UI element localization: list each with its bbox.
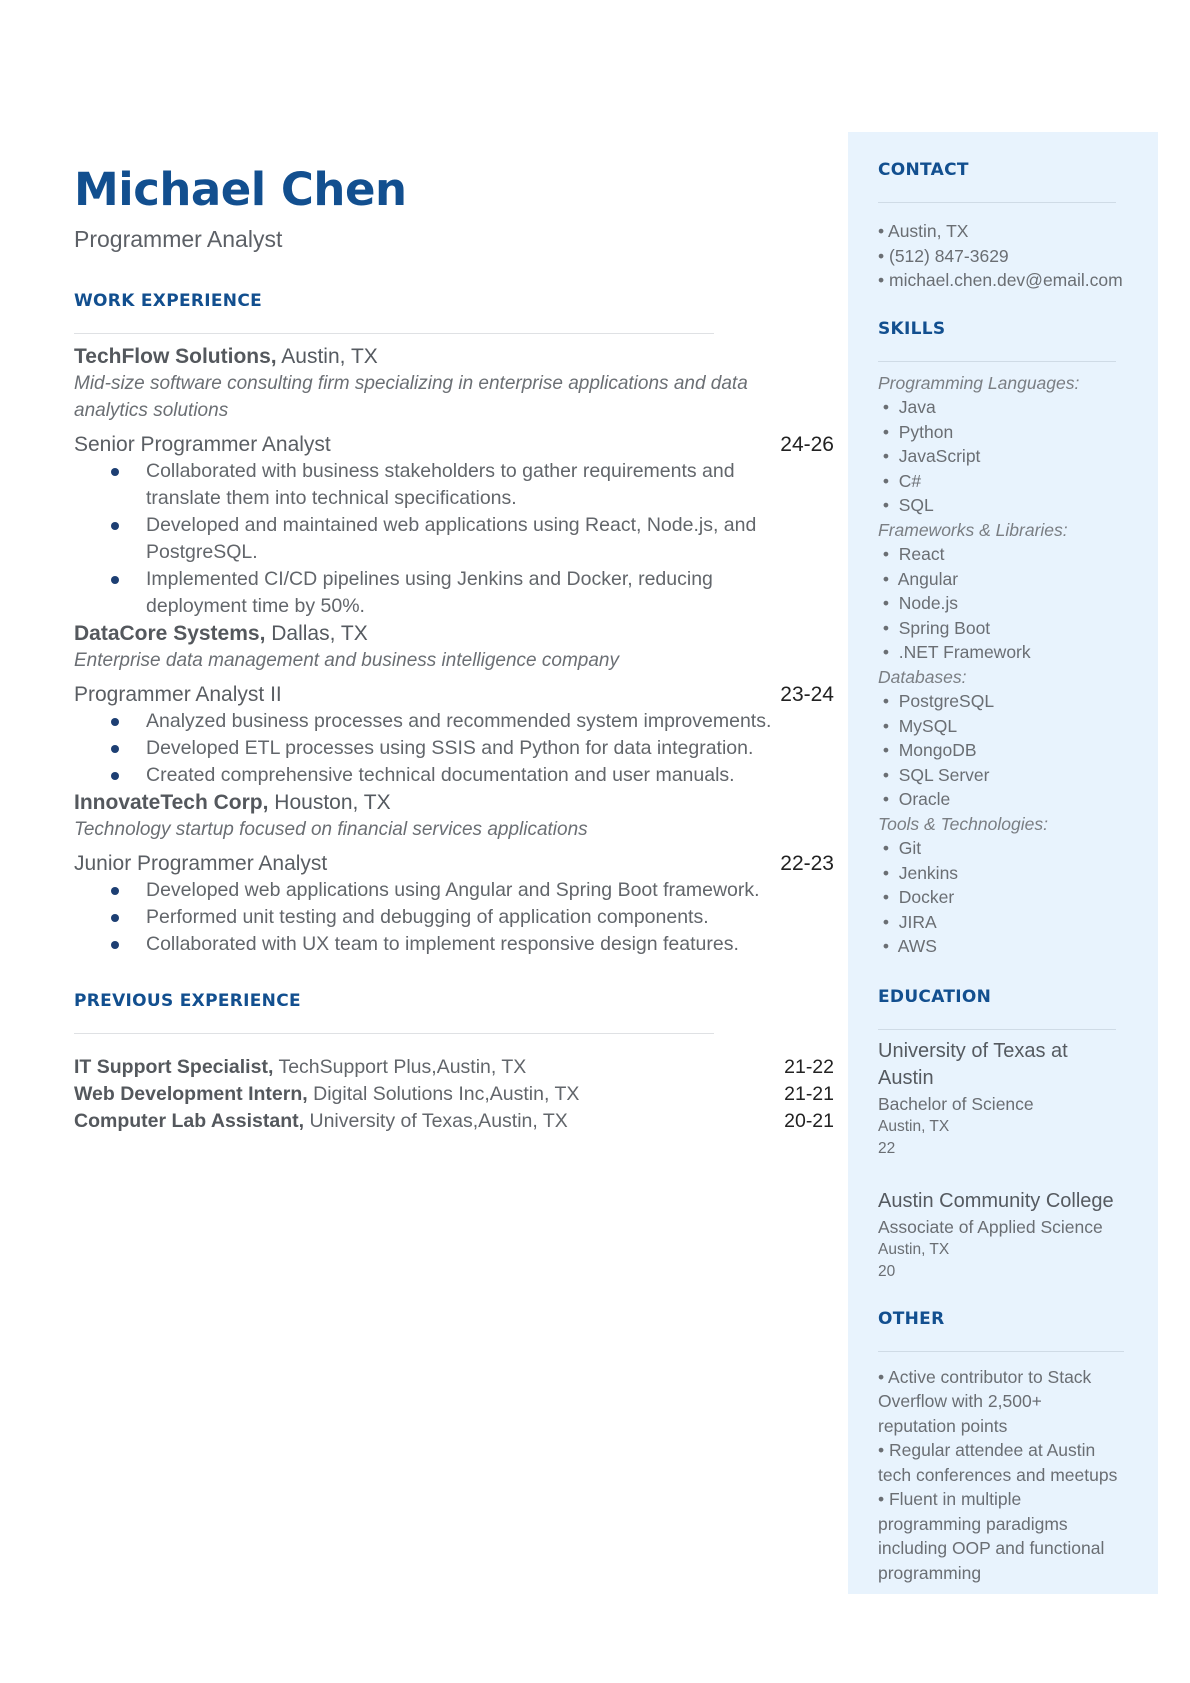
other-line: • Active contributor to Stack [878, 1366, 1092, 1387]
skill-item: • SQL [878, 495, 934, 515]
skill-item: • Jenkins [878, 862, 959, 883]
contact-heading: CONTACT [878, 160, 969, 180]
school-location: Austin, TX [878, 1240, 950, 1258]
previous-dates: 20-21 [784, 1110, 834, 1132]
bullet-dot [111, 914, 119, 922]
contact-location: • Austin, TX [878, 221, 969, 241]
skill-item: • JavaScript [878, 446, 981, 466]
previous-list [74, 1054, 834, 1135]
contact-list [878, 219, 1148, 293]
skill-item: • C# [878, 470, 922, 491]
skill-category: Tools & Technologies: [878, 813, 1048, 834]
bullet-item: Created comprehensive technical documentation and user manuals. [74, 762, 834, 789]
skill-category: Databases: [878, 666, 967, 687]
degree: Bachelor of Science [878, 1093, 1034, 1114]
contact-phone: • (512) 847-3629 [878, 245, 1009, 266]
skill-item: • Python [878, 421, 954, 442]
bullet-item: Collaborated with UX team to implement responsive design features. [74, 931, 834, 958]
role-row [74, 850, 834, 877]
bullet-item: Developed ETL processes using SSIS and Python for data integration. [74, 735, 834, 762]
section-divider [878, 361, 1116, 362]
skill-item: • AWS [878, 936, 937, 956]
skill-item: • Node.js [878, 593, 959, 613]
candidate-name: Michael Chen [74, 163, 407, 216]
education-entry [878, 1188, 1148, 1283]
role-row [74, 431, 834, 458]
previous-item: Web Development Intern, Digital Solutions Inc,Austin, TX 21-21 [74, 1081, 834, 1108]
company-name: InnovateTech Corp, [74, 791, 269, 814]
other-line: programming [878, 1562, 982, 1583]
skills-heading: SKILLS [878, 318, 946, 339]
company-name: DataCore Systems, [74, 622, 266, 645]
candidate-title: Programmer Analyst [74, 226, 283, 252]
other-list [878, 1365, 1148, 1586]
job-entry [74, 620, 834, 789]
company-description: Enterprise data management and business intelligence company [74, 650, 619, 671]
role-title: Senior Programmer Analyst [74, 433, 331, 456]
section-divider [74, 1033, 714, 1034]
job-entry [74, 789, 834, 958]
main-column [74, 150, 834, 1135]
skill-item: • PostgreSQL [878, 691, 995, 711]
school-name-cont: Austin [878, 1066, 934, 1089]
bullet-item: Developed and maintained web applications using React, Node.js, and PostgreSQL. [74, 512, 834, 566]
previous-item: IT Support Specialist, TechSupport Plus,Austin, TX 21-22 [74, 1054, 834, 1081]
skill-item: • Spring Boot [878, 617, 991, 638]
section-divider [74, 333, 714, 334]
skill-item: • React [878, 544, 945, 564]
company-location: Dallas, TX [265, 622, 368, 645]
role-dates: 24-26 [780, 433, 834, 456]
bullet-dot [111, 522, 119, 530]
role-title: Programmer Analyst II [74, 683, 282, 706]
role-dates: 22-23 [780, 852, 834, 875]
role-row [74, 681, 834, 708]
education-entry [878, 1038, 1148, 1160]
bullet-item: Developed web applications using Angular and Spring Boot framework. [74, 877, 834, 904]
other-line: reputation points [878, 1415, 1008, 1436]
skill-item: • .NET Framework [878, 642, 1031, 662]
school-name: Austin Community College [878, 1189, 1114, 1212]
skill-item: • MySQL [878, 715, 958, 736]
bullet-dot [111, 468, 119, 476]
skill-item: • Oracle [878, 789, 951, 809]
other-heading: OTHER [878, 1308, 945, 1329]
company-line [74, 789, 834, 816]
bullet-dot [111, 745, 119, 753]
section-divider [878, 1029, 1116, 1030]
company-description: Technology startup focused on financial services applications [74, 819, 588, 840]
previous-item: Computer Lab Assistant, University of Texas,Austin, TX 20-21 [74, 1108, 834, 1135]
previous-experience-heading: PREVIOUS EXPERIENCE [74, 991, 301, 1011]
skill-item: • MongoDB [878, 740, 977, 760]
skill-category: Programming Languages: [878, 372, 1080, 393]
other-line: programming paradigms [878, 1513, 1068, 1534]
bullet-dot [111, 576, 119, 584]
bullet-list [74, 877, 834, 958]
company-location: Austin, TX [276, 345, 378, 368]
bullet-item: Collaborated with business stakeholders to gather requirements and translate them into technical specifications. [74, 458, 834, 512]
previous-dates: 21-21 [784, 1083, 834, 1105]
company-location: Houston, TX [268, 791, 391, 814]
other-line: • Fluent in multiple [878, 1489, 1022, 1509]
graduation-year: 22 [878, 1139, 896, 1157]
skill-item: • SQL Server [878, 764, 990, 785]
sidebar [848, 132, 1158, 1594]
other-line: tech conferences and meetups [878, 1464, 1118, 1485]
skill-category: Frameworks & Libraries: [878, 519, 1068, 540]
section-divider [878, 1351, 1124, 1352]
skill-item: • JIRA [878, 911, 937, 932]
skill-item: • Docker [878, 887, 955, 907]
company-line [74, 343, 834, 370]
degree: Associate of Applied Science [878, 1216, 1103, 1237]
job-entry [74, 343, 834, 620]
bullet-dot [111, 887, 119, 895]
role-dates: 23-24 [780, 683, 834, 706]
skills-list [878, 371, 1148, 959]
bullet-item: Performed unit testing and debugging of application components. [74, 904, 834, 931]
bullet-list [74, 458, 834, 620]
school-name: University of Texas at [878, 1039, 1068, 1062]
school-location: Austin, TX [878, 1117, 950, 1135]
sidebar-content [878, 132, 1148, 1585]
bullet-item: Analyzed business processes and recommended system improvements. [74, 708, 834, 735]
bullet-dot [111, 718, 119, 726]
skill-item: • Java [878, 397, 936, 417]
contact-email: • michael.chen.dev@email.com [878, 270, 1123, 290]
bullet-dot [111, 772, 119, 780]
other-line: Overflow with 2,500+ [878, 1391, 1042, 1411]
other-line: • Regular attendee at Austin [878, 1440, 1096, 1460]
skill-item: • Git [878, 838, 922, 858]
education-heading: EDUCATION [878, 986, 992, 1007]
skill-item: • Angular [878, 568, 959, 589]
previous-dates: 21-22 [784, 1056, 834, 1078]
work-experience-heading: WORK EXPERIENCE [74, 291, 263, 311]
company-name: TechFlow Solutions, [74, 345, 277, 368]
other-line: including OOP and functional [878, 1538, 1105, 1558]
company-line [74, 620, 834, 647]
section-divider [878, 202, 1116, 203]
bullet-item: Implemented CI/CD pipelines using Jenkins and Docker, reducing deployment time by 50%. [74, 566, 834, 620]
company-description-cont: analytics solutions [74, 400, 229, 421]
bullet-dot [111, 941, 119, 949]
role-title: Junior Programmer Analyst [74, 852, 328, 875]
company-description: Mid-size software consulting firm specializing in enterprise applications and data [74, 373, 748, 394]
graduation-year: 20 [878, 1262, 896, 1280]
bullet-list [74, 708, 834, 789]
